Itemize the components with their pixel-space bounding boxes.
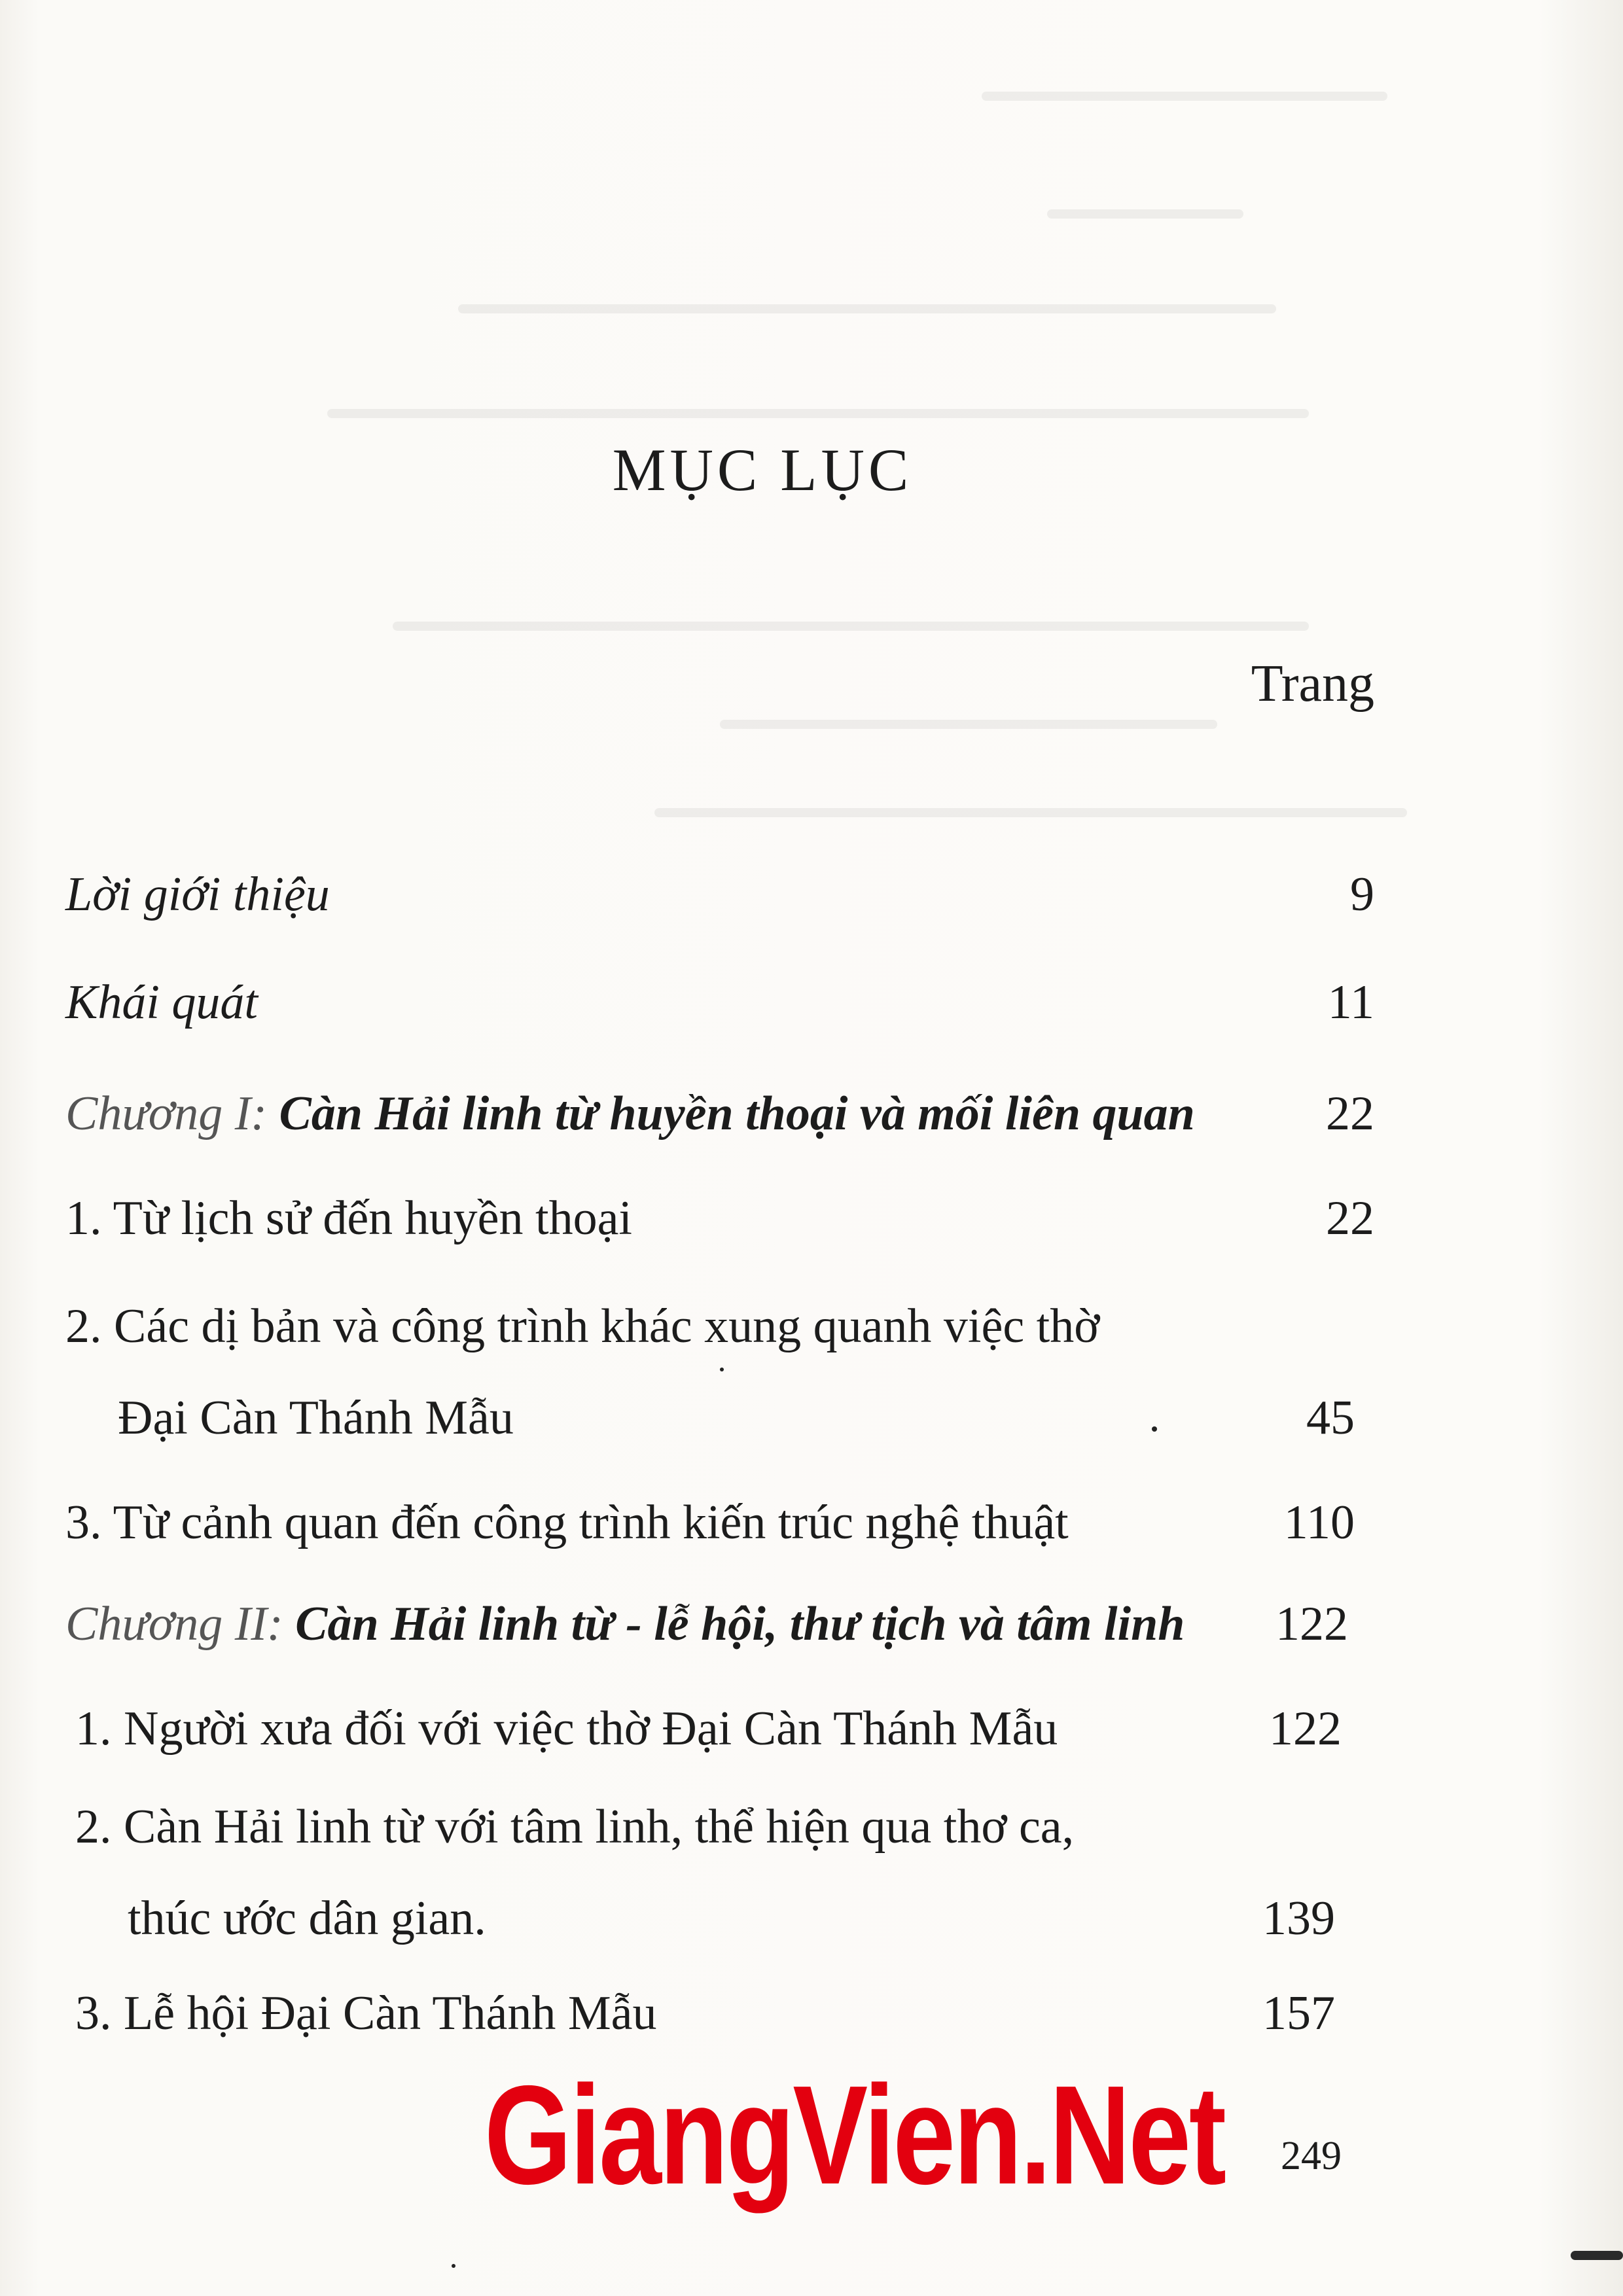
toc-entry-page: 22 <box>1326 1192 1374 1245</box>
page-number: 249 <box>1281 2134 1342 2178</box>
toc-entry-page: 122 <box>1269 1702 1342 1756</box>
toc-entry-title: 3. Lễ hội Đại Càn Thánh Mẫu <box>75 1987 657 2040</box>
toc-entry-title: 3. Từ cảnh quan đến công trình kiến trúc nghệ thuật <box>65 1496 1069 1549</box>
toc-entry-page: 122 <box>1275 1597 1348 1651</box>
watermark-logo: GiangVien.Net <box>484 2056 1224 2214</box>
page-column-label: Trang <box>1251 655 1374 713</box>
toc-entry-page: 110 <box>1283 1496 1355 1549</box>
toc-entry-page: 22 <box>1326 1087 1374 1140</box>
chapter-title: Càn Hải linh từ huyền thoại và mối liên quan <box>279 1087 1195 1140</box>
toc-entry-page: 157 <box>1262 1987 1335 2040</box>
toc-entry-title: 2. Càn Hải linh từ với tâm linh, thể hiện qua thơ ca, <box>75 1800 1075 1854</box>
page-edge-shadow <box>1571 2251 1623 2260</box>
paper-speck <box>452 2264 455 2268</box>
show-through-texture <box>0 0 1623 851</box>
toc-entry-page: 139 <box>1262 1892 1335 1945</box>
paper-speck <box>720 1368 724 1371</box>
toc-entry-page: 11 <box>1327 976 1374 1029</box>
toc-entry-title: 1. Người xưa đối với việc thờ Đại Càn Thánh Mẫu <box>75 1702 1058 1756</box>
toc-entry-page: 45 <box>1306 1391 1355 1445</box>
chapter-label: Chương II: <box>65 1597 283 1651</box>
toc-entry-title: Khái quát <box>65 976 258 1029</box>
chapter-label: Chương I: <box>65 1087 267 1140</box>
paper-speck <box>1152 1426 1157 1432</box>
toc-entry-title: Lời giới thiệu <box>65 868 330 921</box>
toc-chapter-heading <box>65 1597 1185 1651</box>
chapter-title: Càn Hải linh từ - lễ hội, thư tịch và tâm linh <box>295 1597 1185 1651</box>
page-title: MỤC LỤC <box>612 436 913 503</box>
toc-entry-title-cont: Đại Càn Thánh Mẫu <box>118 1391 514 1445</box>
toc-entry-title-cont: thúc ước dân gian. <box>128 1892 486 1945</box>
toc-entry-title: 1. Từ lịch sử đến huyền thoại <box>65 1192 632 1245</box>
toc-entry-page: 9 <box>1350 868 1374 921</box>
toc-entry-title: 2. Các dị bản và công trình khác xung quanh việc thờ <box>65 1299 1100 1353</box>
toc-chapter-heading <box>65 1089 1195 1138</box>
